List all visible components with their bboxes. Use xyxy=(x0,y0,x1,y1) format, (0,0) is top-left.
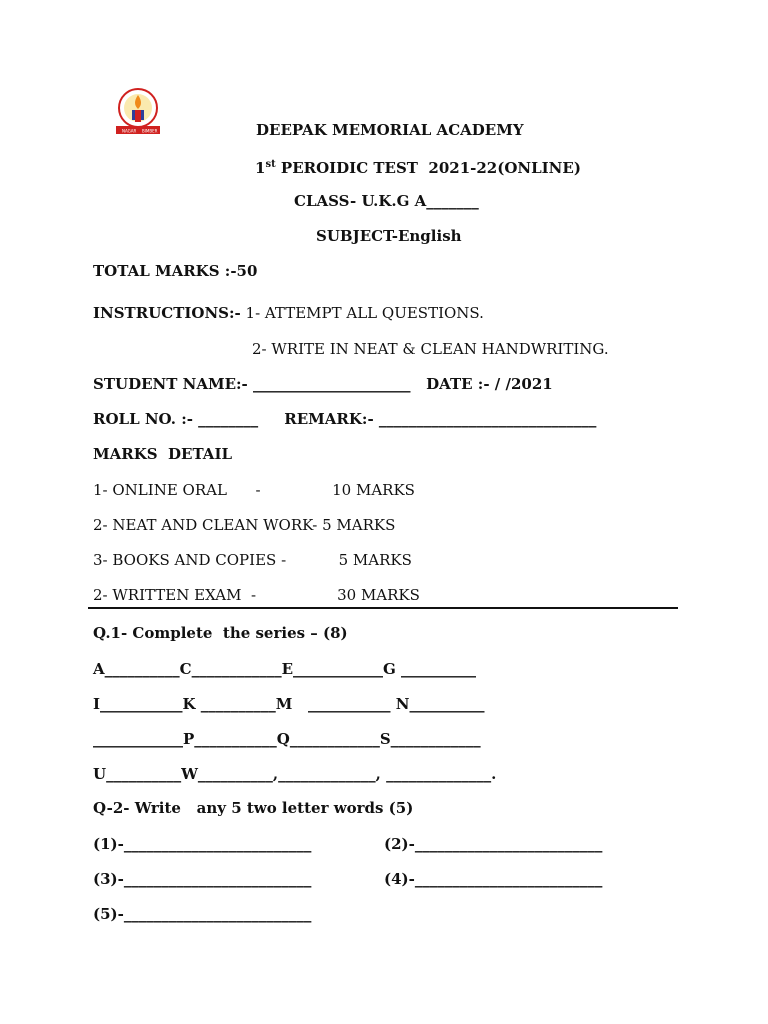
school-logo xyxy=(112,86,164,138)
marks-item: 3- BOOKS AND COPIES - 5 MARKS xyxy=(93,551,412,569)
class-line: CLASS- U.K.G A_______ xyxy=(294,192,479,210)
q2-blank: (3)-_________________________ xyxy=(93,870,312,888)
marks-item: 2- NEAT AND CLEAN WORK- 5 MARKS xyxy=(93,516,396,534)
test-number: 1 xyxy=(255,159,266,177)
marks-item: 2- WRITTEN EXAM - 30 MARKS xyxy=(93,586,420,604)
instructions xyxy=(93,303,484,323)
svg-text:NAGAR: NAGAR xyxy=(122,128,137,134)
test-title-rest: PEROIDIC TEST 2021-22(ONLINE) xyxy=(275,159,581,177)
marks-item: 1- ONLINE ORAL - 10 MARKS xyxy=(93,481,415,499)
subject-line: SUBJECT-English xyxy=(316,227,462,245)
q2-blank: (2)-_________________________ xyxy=(384,835,603,853)
divider xyxy=(88,607,678,609)
instruction-2: 2- WRITE IN NEAT & CLEAN HANDWRITING. xyxy=(252,340,609,358)
q1-row: A__________C____________E____________G __________ xyxy=(93,660,477,678)
q1-heading: Q.1- Complete the series – (8) xyxy=(93,624,348,642)
q2-blank: (5)-_________________________ xyxy=(93,905,312,923)
svg-text:BIMBER: BIMBER xyxy=(142,128,158,134)
instructions-label: INSTRUCTIONS:- xyxy=(93,304,241,322)
test-title xyxy=(255,155,581,178)
q2-heading: Q-2- Write any 5 two letter words (5) xyxy=(93,799,414,817)
q1-row: ____________P___________Q____________S____________ xyxy=(93,730,481,748)
q2-blank: (4)-_________________________ xyxy=(384,870,603,888)
q2-blank: (1)-_________________________ xyxy=(93,835,312,853)
roll-no-line: ROLL NO. :- ________ REMARK:- _____________________________ xyxy=(93,410,597,428)
student-name-line: STUDENT NAME:- _____________________ DATE :- / /2021 xyxy=(93,375,553,393)
total-marks: TOTAL MARKS :-50 xyxy=(93,262,258,280)
test-ordinal: st xyxy=(265,159,276,170)
q1-row: I___________K __________M ___________ N__________ xyxy=(93,695,485,713)
q1-row: U__________W__________,_____________, ______________. xyxy=(93,765,497,783)
school-name: DEEPAK MEMORIAL ACADEMY xyxy=(256,121,524,139)
instruction-1: 1- ATTEMPT ALL QUESTIONS. xyxy=(240,304,484,322)
marks-detail-heading: MARKS DETAIL xyxy=(93,445,233,463)
